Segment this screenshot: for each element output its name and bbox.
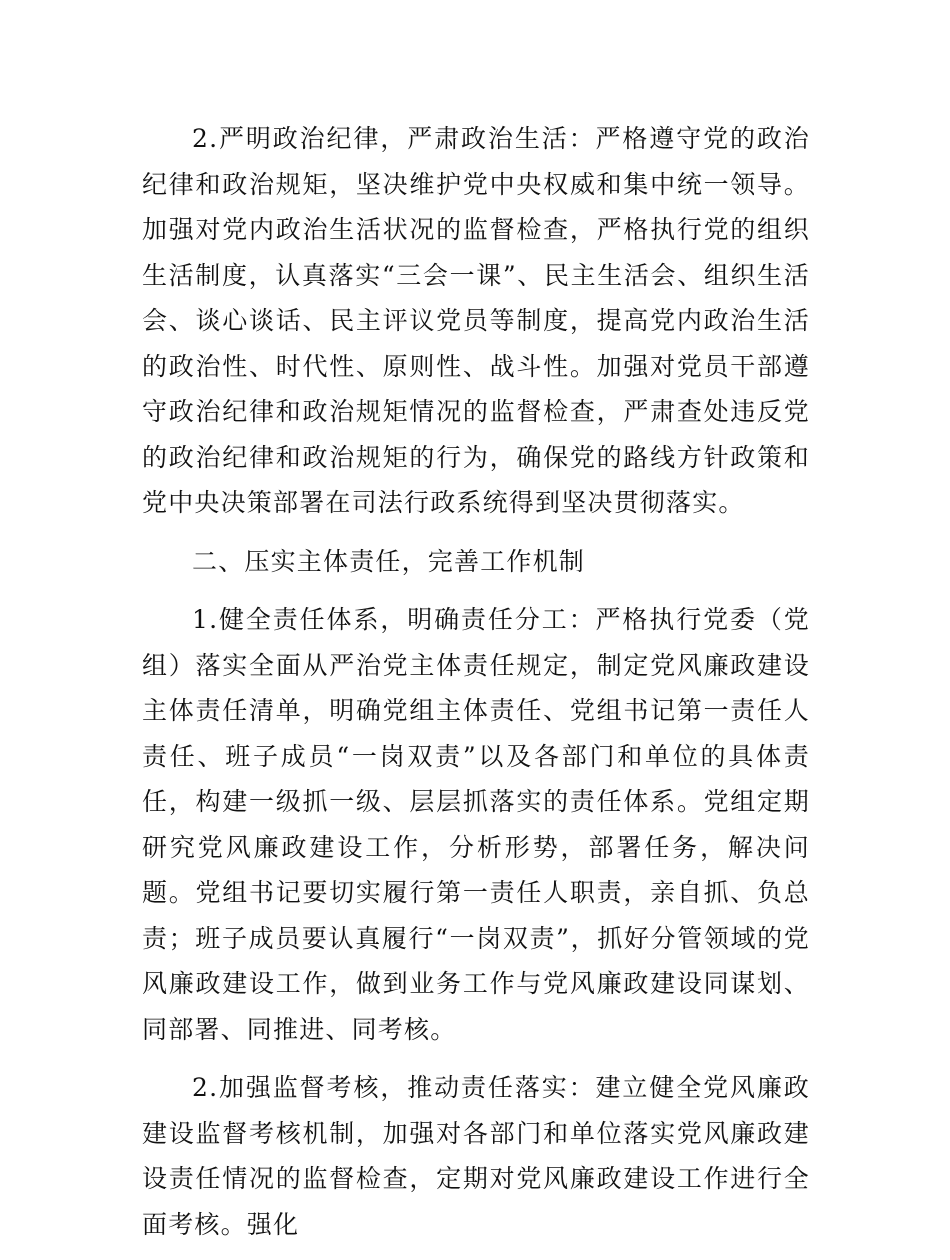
paragraph-political-discipline: 2.严明政治纪律，严肃政治生活：严格遵守党的政治纪律和政治规矩，坚决维护党中央权威和集中统一领导。加强对党内政治生活状况的监督检查，严格执行党的组织生活制度，认真落实“三会一课”、民主生活会、组织生活会、谈心谈话、民主评议党员等制度，提高党内政治生活的政治性、时代性、原则性、战斗性。加强对党员干部遵守政治纪律和政治规矩情况的监督检查，严肃查处违反党的政治纪律和政治规矩的行为，确保党的路线方针政策和党中央决策部署在司法行政系统得到坚决贯彻落实。: [142, 124, 810, 517]
paragraph-responsibility-system: 1.健全责任体系，明确责任分工：严格执行党委（党组）落实全面从严治党主体责任规定，制定党风廉政建设主体责任清单，明确党组主体责任、党组书记第一责任人责任、班子成员“一岗双责”以及各部门和单位的具体责任，构建一级抓一级、层层抓落实的责任体系。党组定期研究党风廉政建设工作，分析形势，部署任务，解决问题。党组书记要切实履行第一责任人职责，亲自抓、负总责；班子成员要认真履行“一岗双责”，抓好分管领域的党风廉政建设工作，做到业务工作与党风廉政建设同谋划、同部署、同推进、同考核。: [142, 605, 810, 1044]
section-heading-responsibility: 二、压实主体责任，完善工作机制: [192, 546, 586, 576]
paragraph-supervision-assessment: 2.加强监督考核，推动责任落实：建立健全党风廉政建设监督考核机制，加强对各部门和单位落实党风廉政建设责任情况的监督检查，定期对党风廉政建设工作进行全面考核。强化: [142, 1073, 810, 1239]
document-body: [142, 116, 810, 1260]
